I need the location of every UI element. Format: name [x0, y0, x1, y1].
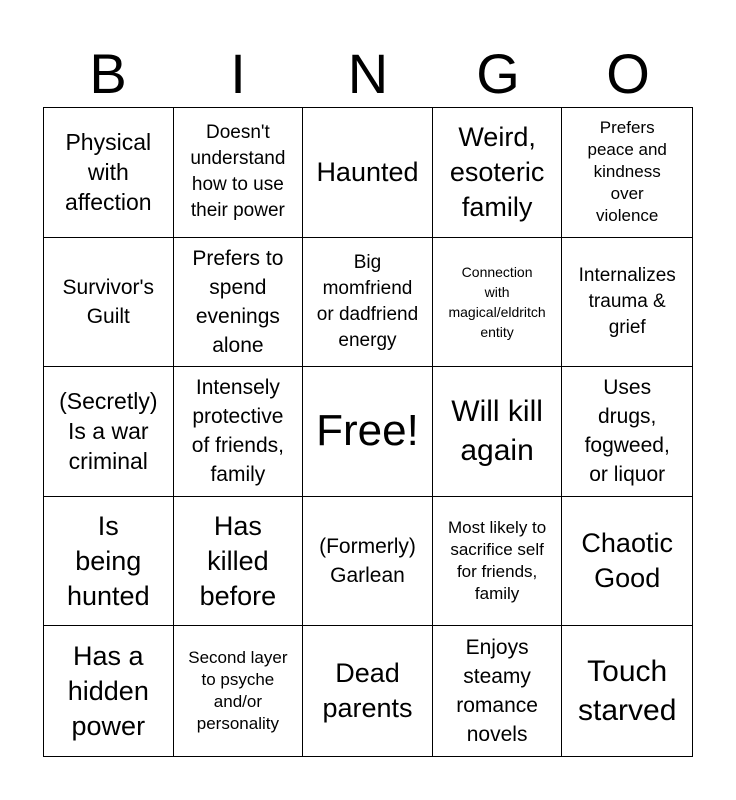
cell-text: Most likely to sacrifice self for friends, family [447, 518, 547, 604]
cell-text: (Formerly) Garlean [319, 535, 416, 588]
cell-text: Weird, esoteric family [449, 121, 545, 222]
header-letter-n: N [347, 42, 389, 105]
bingo-cell[interactable] [44, 238, 174, 368]
cell-text: Survivor's Guilt [62, 275, 155, 328]
free-space-text: Free! [316, 406, 419, 456]
bingo-board [43, 107, 693, 757]
bingo-cell[interactable] [174, 367, 304, 497]
cell-text: Prefers to spend evenings alone [192, 246, 284, 357]
bingo-cell[interactable] [44, 626, 174, 756]
bingo-cell[interactable] [303, 108, 433, 238]
cell-text: Chaotic Good [581, 528, 673, 594]
cell-text: Is being hunted [67, 510, 150, 611]
header-letter-i: I [230, 42, 246, 105]
bingo-cell[interactable] [433, 497, 563, 627]
cell-text: Touch starved [578, 655, 677, 728]
cell-text: Doesn't understand how to use their power [190, 122, 286, 222]
bingo-cell[interactable] [562, 497, 692, 627]
bingo-cell[interactable] [562, 108, 692, 238]
cell-text: Big momfriend or dadfriend energy [316, 251, 419, 351]
cell-text: Has a hidden power [67, 640, 149, 741]
cell-text: Internalizes trauma & grief [578, 264, 676, 338]
cell-text: Has killed before [199, 510, 277, 611]
free-space-cell[interactable] [303, 367, 433, 497]
cell-text: Physical with affection [65, 129, 152, 216]
bingo-cell[interactable] [562, 238, 692, 368]
cell-text: (Secretly) Is a war criminal [59, 388, 158, 475]
bingo-header [43, 40, 693, 108]
cell-text: Dead parents [322, 658, 413, 724]
bingo-cell[interactable] [174, 626, 304, 756]
bingo-cell[interactable] [303, 626, 433, 756]
bingo-cell[interactable] [433, 626, 563, 756]
bingo-cell[interactable] [562, 626, 692, 756]
bingo-cell[interactable] [174, 497, 304, 627]
header-letter-b: B [89, 42, 127, 105]
cell-text: Will kill again [451, 395, 543, 468]
cell-text: Intensely protective of friends, family [191, 376, 284, 487]
cell-text: Second layer to psyche and/or personality [188, 648, 288, 734]
header-letter-g: G [476, 42, 520, 105]
bingo-cell[interactable] [433, 238, 563, 368]
bingo-cell[interactable] [174, 108, 304, 238]
cell-text: Uses drugs, fogweed, or liquor [584, 376, 670, 487]
bingo-cell[interactable] [562, 367, 692, 497]
bingo-cell[interactable] [303, 238, 433, 368]
bingo-cell[interactable] [433, 108, 563, 238]
bingo-cell[interactable] [44, 108, 174, 238]
cell-text: Haunted [316, 156, 419, 187]
bingo-cell[interactable] [44, 367, 174, 497]
bingo-cell[interactable] [303, 497, 433, 627]
bingo-cell[interactable] [174, 238, 304, 368]
cell-text: Prefers peace and kindness over violence [587, 118, 667, 226]
header-letter-o: O [606, 42, 650, 105]
bingo-cell[interactable] [44, 497, 174, 627]
cell-text: Enjoys steamy romance novels [456, 636, 538, 747]
cell-text: Connection with magical/eldritch entity [448, 263, 546, 340]
bingo-cell[interactable] [433, 367, 563, 497]
